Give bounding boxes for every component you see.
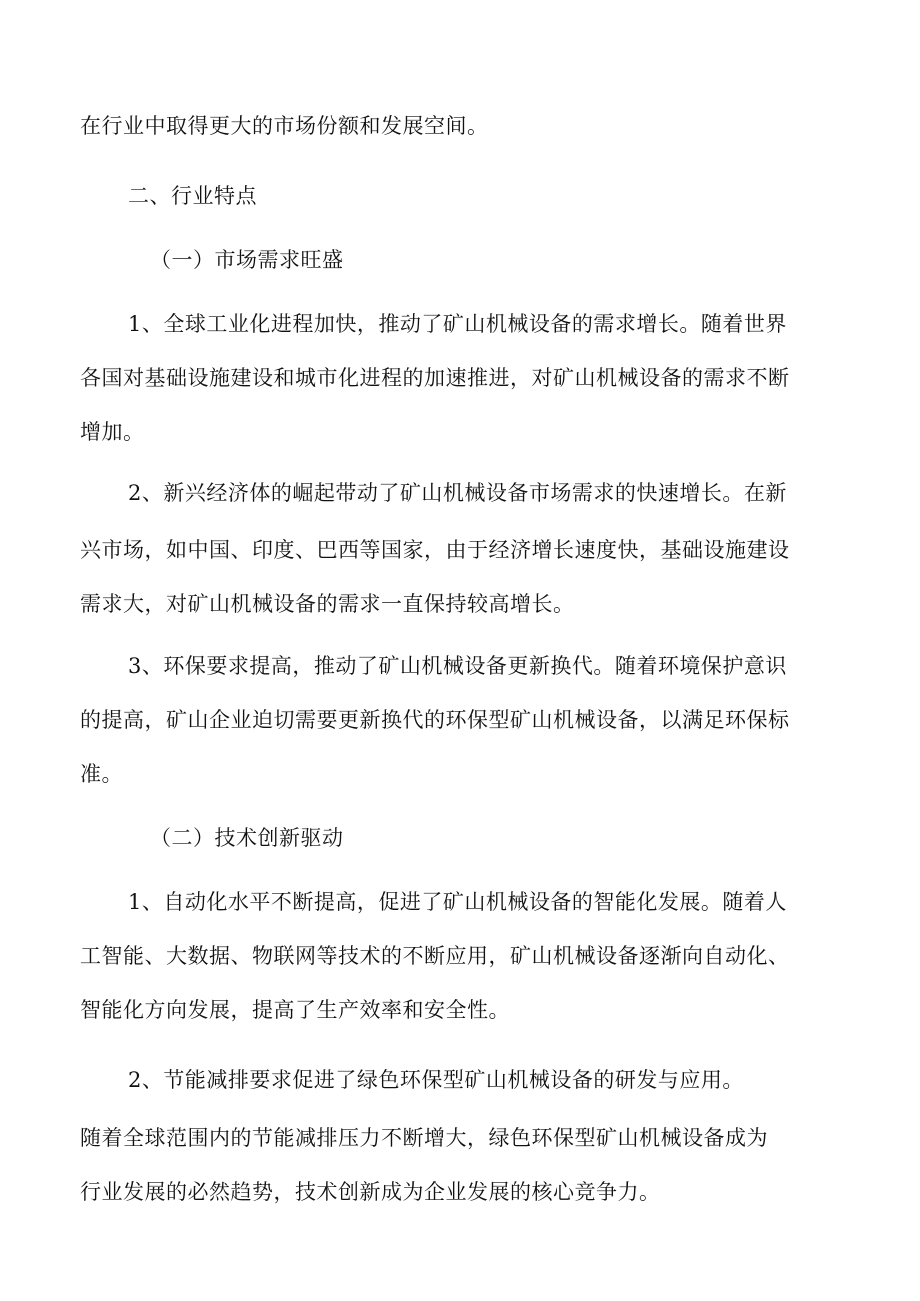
- paragraph-line: 2、节能减排要求促进了绿色环保型矿山机械设备的研发与应用。: [128, 1068, 744, 1092]
- paragraph-line: 工智能、大数据、物联网等技术的不断应用，矿山机械设备逐渐向自动化、: [80, 944, 790, 968]
- paragraph-line: 3、环保要求提高，推动了矿山机械设备更新换代。随着环境保护意识: [128, 654, 787, 678]
- paragraph-line: 1、自动化水平不断提高，促进了矿山机械设备的智能化发展。随着人: [128, 890, 787, 914]
- paragraph-line: 行业发展的必然趋势，技术创新成为企业发展的核心竞争力。: [80, 1180, 661, 1204]
- paragraph-line: 增加。: [80, 420, 145, 444]
- paragraph-line: 准。: [80, 762, 123, 786]
- continuation-text: 在行业中取得更大的市场份额和发展空间。: [80, 114, 489, 138]
- paragraph-line: 需求大，对矿山机械设备的需求一直保持较高增长。: [80, 592, 575, 616]
- paragraph-line: 2、新兴经济体的崛起带动了矿山机械设备市场需求的快速增长。在新: [128, 481, 787, 505]
- paragraph-line: 的提高，矿山企业迫切需要更新换代的环保型矿山机械设备，以满足环保标: [80, 708, 790, 732]
- paragraph-line: 1、全球工业化进程加快，推动了矿山机械设备的需求增长。随着世界: [128, 312, 787, 336]
- subsection-heading-tech-innovation: （二）技术创新驱动: [150, 826, 344, 850]
- paragraph-line: 智能化方向发展，提高了生产效率和安全性。: [80, 998, 510, 1022]
- section-heading: 二、行业特点: [128, 184, 257, 208]
- subsection-heading-market-demand: （一）市场需求旺盛: [150, 248, 344, 272]
- paragraph-line: 兴市场，如中国、印度、巴西等国家，由于经济增长速度快，基础设施建设: [80, 538, 790, 562]
- paragraph-line: 各国对基础设施建设和城市化进程的加速推进，对矿山机械设备的需求不断: [80, 366, 790, 390]
- paragraph-line: 随着全球范围内的节能减排压力不断增大，绿色环保型矿山机械设备成为: [80, 1126, 768, 1150]
